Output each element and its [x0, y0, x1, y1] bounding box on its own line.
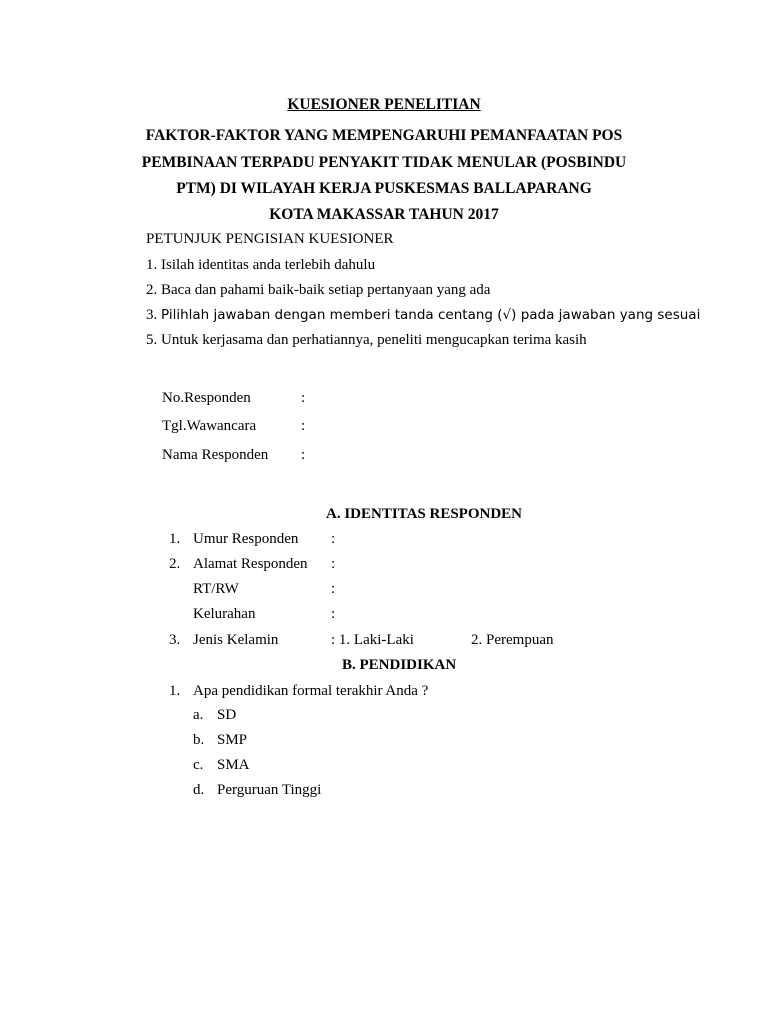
section-a-number-2: 2.: [169, 556, 181, 572]
field-colon: :: [331, 531, 336, 547]
subtitle-line-2: PEMBINAAN TERPADU PENYAKIT TIDAK MENULAR (POSBINDU: [141, 154, 627, 171]
field-colon: :: [331, 556, 336, 572]
section-a-heading: A. IDENTITAS RESPONDEN: [326, 506, 523, 522]
instruction-item-2: 2. Baca dan pahami baik-baik setiap pertanyaan yang ada: [146, 282, 491, 298]
subtitle-line-1: FAKTOR-FAKTOR YANG MEMPENGARUHI PEMANFAATAN POS: [145, 127, 623, 144]
section-a-number-3: 3.: [169, 632, 181, 648]
gender-option-perempuan: 2. Perempuan: [471, 632, 554, 648]
option-sma: SMA: [217, 757, 250, 773]
field-label-nama-responden: Nama Responden: [162, 447, 269, 463]
label-rt-rw: RT/RW: [193, 581, 239, 597]
label-jenis-kelamin: Jenis Kelamin: [193, 632, 279, 648]
instruction-item-3: [146, 308, 700, 323]
option-letter-b: b.: [193, 732, 205, 748]
label-kelurahan: Kelurahan: [193, 606, 256, 622]
instruction-item-3-text: Pilihlah jawaban dengan memberi tanda centang (√) pada jawaban yang sesuai: [161, 307, 701, 323]
section-b-heading: B. PENDIDIKAN: [342, 657, 457, 673]
section-b-question: Apa pendidikan formal terakhir Anda ?: [193, 683, 429, 699]
section-a-number-1: 1.: [169, 531, 181, 547]
option-letter-c: c.: [193, 757, 204, 773]
gender-option-laki-laki: : 1. Laki-Laki: [331, 632, 414, 648]
field-colon: :: [331, 606, 336, 622]
option-smp: SMP: [217, 732, 248, 748]
instruction-item-5: 5. Untuk kerjasama dan perhatiannya, peneliti mengucapkan terima kasih: [146, 332, 587, 348]
instruction-item-1: 1. Isilah identitas anda terlebih dahulu: [146, 257, 376, 273]
label-alamat-responden: Alamat Responden: [193, 556, 308, 572]
option-perguruan-tinggi: Perguruan Tinggi: [217, 782, 322, 798]
subtitle-line-4: KOTA MAKASSAR TAHUN 2017: [269, 206, 499, 223]
instructions-heading: PETUNJUK PENGISIAN KUESIONER: [146, 231, 394, 247]
subtitle-line-3: PTM) DI WILAYAH KERJA PUSKESMAS BALLAPARANG: [176, 180, 592, 197]
field-colon: :: [301, 447, 306, 463]
label-umur-responden: Umur Responden: [193, 531, 299, 547]
option-letter-d: d.: [193, 782, 205, 798]
option-sd: SD: [217, 707, 237, 723]
field-colon: :: [301, 418, 306, 434]
instruction-item-3-number: 3.: [146, 307, 161, 323]
page-title: KUESIONER PENELITIAN: [287, 96, 481, 113]
field-label-no-responden: No.Responden: [162, 390, 251, 406]
field-colon: :: [301, 390, 306, 406]
field-colon: :: [331, 581, 336, 597]
section-b-question-number: 1.: [169, 683, 181, 699]
field-label-tgl-wawancara: Tgl.Wawancara: [162, 418, 257, 434]
option-letter-a: a.: [193, 707, 204, 723]
